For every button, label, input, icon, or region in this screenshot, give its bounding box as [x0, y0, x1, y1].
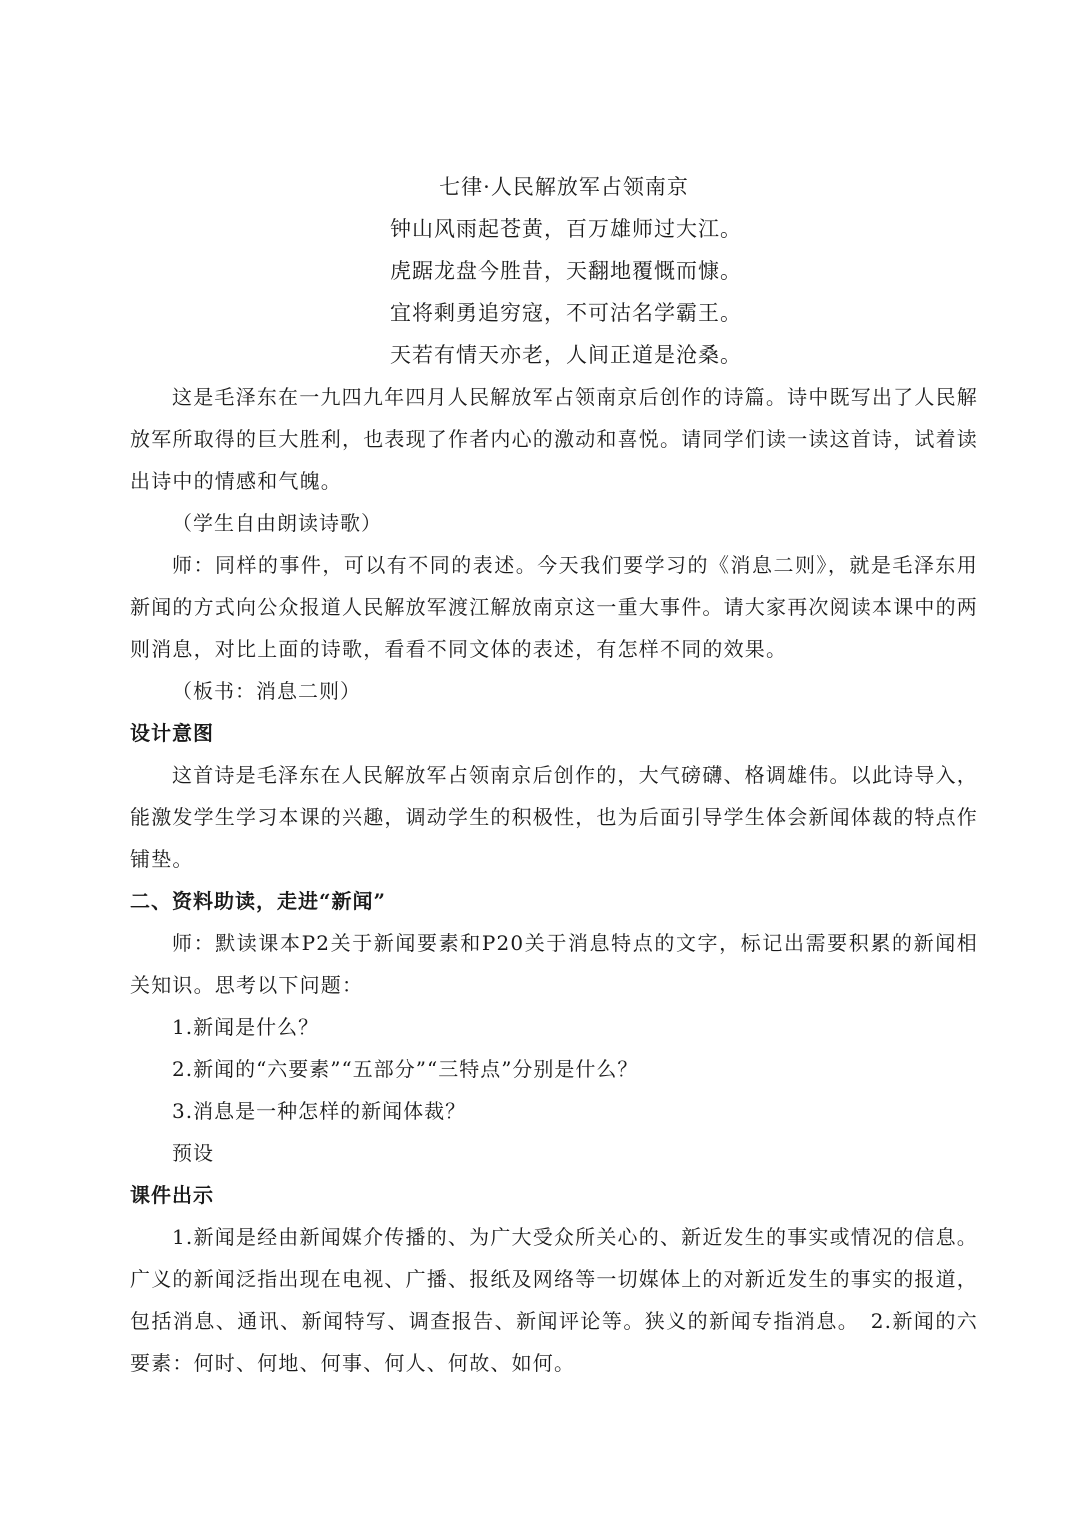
section2-heading: 二、资料助读，走进“新闻”	[130, 889, 387, 913]
poem-line-3: 宜将剩勇追穷寇，不可沽名学霸王。	[390, 301, 742, 325]
design-heading: 设计意图	[130, 721, 214, 745]
question-3: 3.消息是一种怎样的新闻体裁？	[172, 1099, 467, 1123]
question-1: 1.新闻是什么？	[172, 1015, 320, 1039]
student-note: （学生自由朗读诗歌）	[172, 511, 382, 535]
document-page	[130, 166, 978, 1384]
poem-line-4: 天若有情天亦老，人间正道是沧桑。	[390, 343, 742, 367]
board-note: （板书：消息二则）	[172, 679, 361, 703]
poem-title: 七律·人民解放军占领南京	[439, 175, 689, 199]
question-2: 2.新闻的“六要素”“五部分”“三特点”分别是什么？	[172, 1057, 639, 1081]
courseware-paragraph: 1.新闻是经由新闻媒介传播的、为广大受众所关心的、新近发生的事实或情况的信息。广义的新闻泛指出现在电视、广播、报纸及网络等一切媒体上的对新近发生的事实的报道，包括消息、通讯、新闻特写、调查报告、新闻评论等。狭义的新闻专指消息。 2.新闻的六要素：何时、何地、何事、何人、何故、如何。	[130, 1225, 978, 1375]
poem-line-2: 虎踞龙盘今胜昔，天翻地覆慨而慷。	[390, 259, 742, 283]
poem-line-1: 钟山风雨起苍黄，百万雄师过大江。	[390, 217, 742, 241]
courseware-heading: 课件出示	[130, 1183, 214, 1207]
section2-teacher-paragraph: 师：默读课本P2关于新闻要素和P20关于消息特点的文字，标记出需要积累的新闻相关知识。思考以下问题：	[130, 931, 978, 997]
design-paragraph: 这首诗是毛泽东在人民解放军占领南京后创作的，大气磅礴、格调雄伟。以此诗导入，能激发学生学习本课的兴趣，调动学生的积极性，也为后面引导学生体会新闻体裁的特点作铺垫。	[130, 763, 978, 871]
teacher-paragraph: 师：同样的事件，可以有不同的表述。今天我们要学习的《消息二则》，就是毛泽东用新闻的方式向公众报道人民解放军渡江解放南京这一重大事件。请大家再次阅读本课中的两则消息，对比上面的诗歌，看看不同文体的表述，有怎样不同的效果。	[130, 553, 978, 661]
preset-label: 预设	[172, 1141, 214, 1165]
intro-paragraph: 这是毛泽东在一九四九年四月人民解放军占领南京后创作的诗篇。诗中既写出了人民解放军所取得的巨大胜利，也表现了作者内心的激动和喜悦。请同学们读一读这首诗，试着读出诗中的情感和气魄。	[130, 385, 978, 493]
